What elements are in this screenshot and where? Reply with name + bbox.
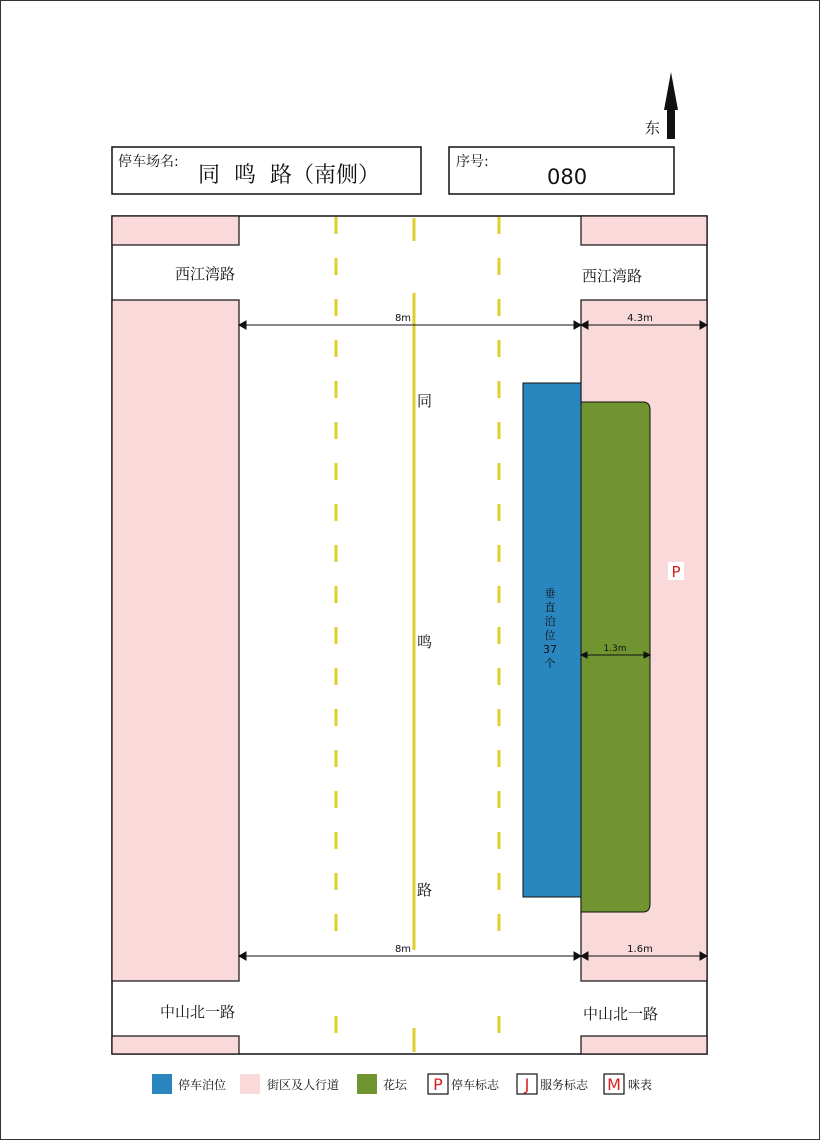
dimension-sidewalk-top: 4.3m xyxy=(627,313,653,324)
legend-parking-sign-icon: P xyxy=(433,1075,443,1094)
legend-parking-space-swatch xyxy=(152,1074,172,1094)
legend-meter-icon: M xyxy=(607,1075,621,1094)
parking-label-char-1: 垂 xyxy=(544,587,556,600)
dimension-sidewalk-bottom: 1.6m xyxy=(627,944,653,955)
direction-label: 东 xyxy=(645,119,661,137)
serial-label: 序号: xyxy=(456,154,489,170)
road-name-char-2: 鸣 xyxy=(417,633,433,651)
parking-sign-icon: P xyxy=(671,563,681,581)
legend-sidewalk-swatch xyxy=(240,1074,260,1094)
road-name-char-3: 路 xyxy=(417,881,433,899)
block-bottom-left xyxy=(112,1036,239,1054)
block-bottom-right xyxy=(581,1036,707,1054)
parking-label-char-6: 个 xyxy=(544,657,556,670)
dimension-road-width-bottom: 8m xyxy=(394,944,412,955)
legend-sidewalk-label: 街区及人行道 xyxy=(267,1078,340,1092)
parking-space-label xyxy=(543,587,557,670)
parking-label-char-3: 泊 xyxy=(544,615,556,628)
parking-label-char-4: 位 xyxy=(544,629,556,642)
parking-label-char-5: 37 xyxy=(543,643,557,656)
street-label-bottom-left: 中山北一路 xyxy=(160,1003,236,1021)
street-label-bottom-right: 中山北一路 xyxy=(583,1005,659,1023)
legend-parking-space-label: 停车泊位 xyxy=(178,1078,227,1092)
legend-parking-sign-label: 停车标志 xyxy=(451,1078,500,1092)
flowerbed xyxy=(581,402,650,912)
block-top-left xyxy=(112,216,239,245)
street-label-top-right: 西江湾路 xyxy=(582,267,643,285)
legend-service-sign-label: 服务标志 xyxy=(540,1078,589,1092)
legend-flowerbed-swatch xyxy=(357,1074,377,1094)
legend-meter-label: 咪表 xyxy=(628,1078,653,1092)
dimension-road-width-top: 8m xyxy=(394,313,412,324)
street-label-top-left: 西江湾路 xyxy=(175,265,236,283)
legend-flowerbed-label: 花坛 xyxy=(383,1078,408,1092)
parking-name-label: 停车场名: xyxy=(118,154,179,170)
legend-service-sign-icon: J xyxy=(524,1075,530,1094)
road-name-char-1: 同 xyxy=(417,392,433,410)
dimension-flowerbed-width: 1.3m xyxy=(603,644,627,654)
sidewalk-left xyxy=(112,300,239,981)
block-top-right xyxy=(581,216,707,245)
parking-label-char-2: 直 xyxy=(544,601,556,614)
serial-value: 080 xyxy=(547,165,588,189)
parking-name-value: 同 鸣 路（南侧） xyxy=(198,163,380,188)
